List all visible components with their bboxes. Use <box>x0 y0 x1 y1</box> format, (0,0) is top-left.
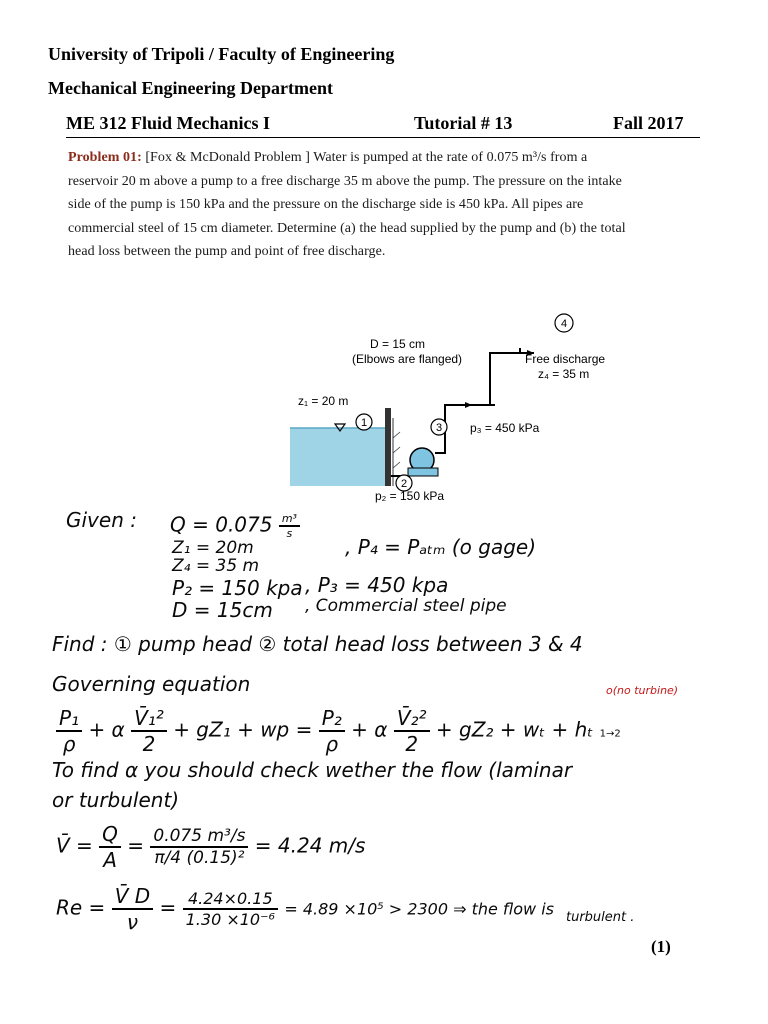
given-pipe: , Commercial steel pipe <box>305 596 507 616</box>
energy-equation: $\frac{\text{P₁}}{\rho}$ + α $\frac{\text{V̄₁²}}{2}$ + gZ₁ + wp = $\frac{\text{P₂}}{\rho}$ + α $\frac{\text{V̄₂²}}{2}$ + gZ₂ + wₜ + hₜ 1→2 <box>56 706 621 756</box>
p2-label: p₂ = 150 kPa <box>375 489 445 503</box>
given-q: Q = 0.075 $\frac{\text{m³}}{s}$ <box>170 512 300 540</box>
diameter-label: D = 15 cm <box>370 337 426 351</box>
z1-label: z₁ = 20 m <box>298 394 349 408</box>
problem-label: Problem 01: <box>68 150 142 165</box>
course-header-row <box>66 113 700 138</box>
given-p3: , P₃ = 450 kpa <box>305 573 449 597</box>
alpha-note-line2: or turbulent) <box>52 788 180 812</box>
point-3-label: 3 <box>435 422 443 434</box>
pump-system-diagram <box>280 308 640 508</box>
point-1-label: 1 <box>360 417 368 429</box>
department-title: Mechanical Engineering Department <box>48 78 333 98</box>
reservoir-wall <box>385 408 391 486</box>
no-turbine-note: o(no turbine) <box>606 684 679 697</box>
governing-label: Governing equation <box>52 672 251 696</box>
given-z4: Z₄ = 35 m <box>172 556 260 576</box>
tutorial-number: Tutorial # 13 <box>414 113 513 133</box>
equation-subscript: 1→2 <box>599 728 621 740</box>
reynolds-calculation: Re = $\frac{V̄ D}{\nu}$ = $\frac{4.24\times 0.15}{\text{1.30 ×10⁻⁶}}$ = 4.89 ×10⁵ > 2300 ⇒ the flow is <box>56 884 555 934</box>
problem-statement <box>68 146 628 264</box>
find-line: Find : ① pump head ② total head loss between 3 & 4 <box>52 632 583 656</box>
given-z1: Z₁ = 20m <box>172 538 254 558</box>
alpha-note-line1: To find α you should check wether the flow (laminar <box>52 758 573 782</box>
term: Fall 2017 <box>613 113 684 133</box>
free-discharge-label: Free discharge <box>525 352 606 366</box>
page-number: (1) <box>651 937 671 956</box>
university-title: University of Tripoli / Faculty of Engineering <box>48 44 395 64</box>
velocity-calculation: V̄ = $\frac{Q}{A}$ = $\frac{\text{0.075 m³/s}}{\text{π/4 (0.15)²}}$ = 4.24 m/s <box>56 822 366 872</box>
given-d: D = 15cm <box>172 598 273 622</box>
reservoir-water <box>290 428 385 486</box>
z4-label: z₄ = 35 m <box>538 367 590 381</box>
point-4-label: 4 <box>560 318 568 330</box>
given-p2: P₂ = 150 kpa <box>172 576 303 600</box>
given-p4: , P₄ = Pₐₜₘ (o gage) <box>345 535 537 559</box>
given-label: Given : <box>66 508 137 532</box>
reynolds-note: turbulent . <box>566 910 635 925</box>
p3-label: p₃ = 450 kPa <box>470 421 540 435</box>
problem-text: [Fox & McDonald Problem ] Water is pumped at the rate of 0.075 m³/s from a reservoir 20 m above a pump to a free discharge 35 m above the pump. The pressure on the intake side of the pump is 150 kPa and the pressure on the discharge side is 450 kPa. All pipes are commercial steel of 15 cm diameter. Determine (a) the head supplied by the pump and (b) the total head loss between the pump and point of free discharge. <box>68 150 626 260</box>
elbows-label: (Elbows are flanged) <box>352 352 463 366</box>
course-code: ME 312 Fluid Mechanics I <box>66 113 271 133</box>
point-2-label: 2 <box>400 478 408 490</box>
